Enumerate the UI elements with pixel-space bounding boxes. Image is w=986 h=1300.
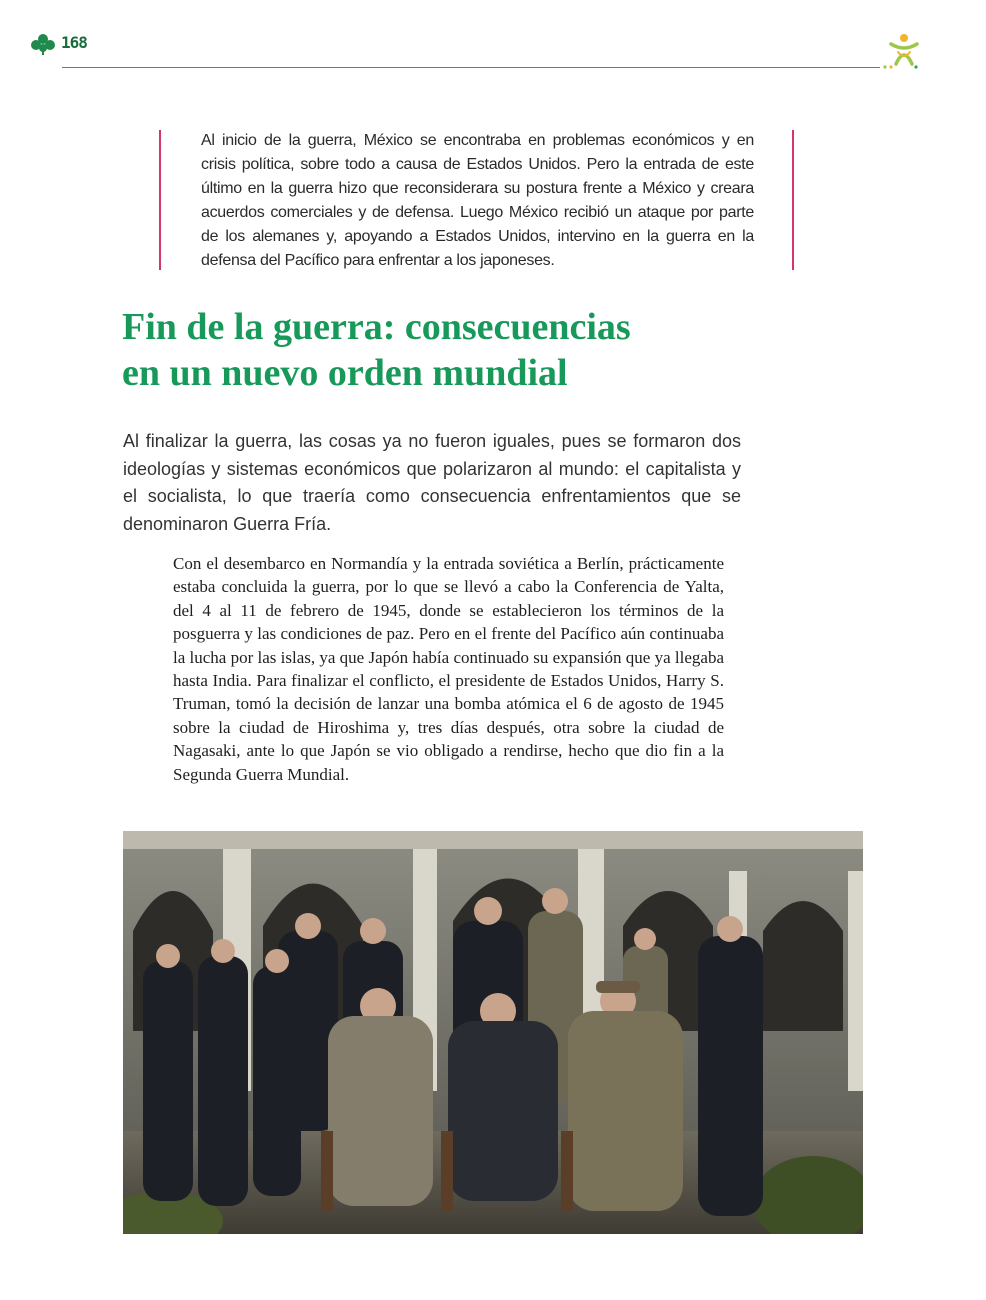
callout-text: Al inicio de la guerra, México se encontraba en problemas económicos y en crisis política, sobre todo a causa de Estados Unidos. Pero la entrada de este último en la guerra hizo que reconsiderara su postura frente a México y creara acuerdos comerciales y de defensa. Luego México recibió un ataque por parte de los alemanes y, apoyando a Estados Unidos, intervino en la guerra en la defensa del Pacífico para enfrentar a los japoneses. bbox=[201, 132, 754, 269]
header-rule bbox=[62, 67, 880, 68]
yalta-conference-photo bbox=[123, 831, 863, 1234]
person-logo-icon bbox=[884, 30, 924, 70]
section-title-line-1: Fin de la guerra: consecuencias bbox=[122, 306, 631, 348]
callout-bar-right bbox=[792, 130, 794, 270]
clover-icon bbox=[30, 33, 56, 55]
intro-paragraph: Al finalizar la guerra, las cosas ya no fueron iguales, pues se formaron dos ideologías y sistemas económicos que polarizaron al mundo: el capitalista y el socialista, lo que traería como consecuencia enfrentamientos que se denominaron Guerra Fría. bbox=[123, 431, 741, 534]
section-title bbox=[122, 304, 762, 396]
section-title-line-2: en un nuevo orden mundial bbox=[122, 352, 568, 394]
page-number: 168 bbox=[61, 33, 87, 52]
body-paragraph: Con el desembarco en Normandía y la entrada soviética a Berlín, prácticamente estaba concluida la guerra, por lo que se llevó a cabo la Conferencia de Yalta, del 4 al 11 de febrero de 1945, donde se establecieron los términos de la posguerra y las condiciones de paz. Pero en el frente del Pacífico aún continuaba la lucha por las islas, ya que Japón había continuado su expansión que ya llegaba hasta India. Para finalizar el conflicto, el presidente de Estados Unidos, Harry S. Truman, tomó la decisión de lanzar una bomba atómica el 6 de agosto de 1945 sobre la ciudad de Hiroshima y, tres días después, otra sobre la ciudad de Nagasaki, ante lo que Japón se vio obligado a rendirse, hecho que dio fin a la Segunda Guerra Mundial. bbox=[173, 554, 724, 784]
callout-bar-left bbox=[159, 130, 161, 270]
